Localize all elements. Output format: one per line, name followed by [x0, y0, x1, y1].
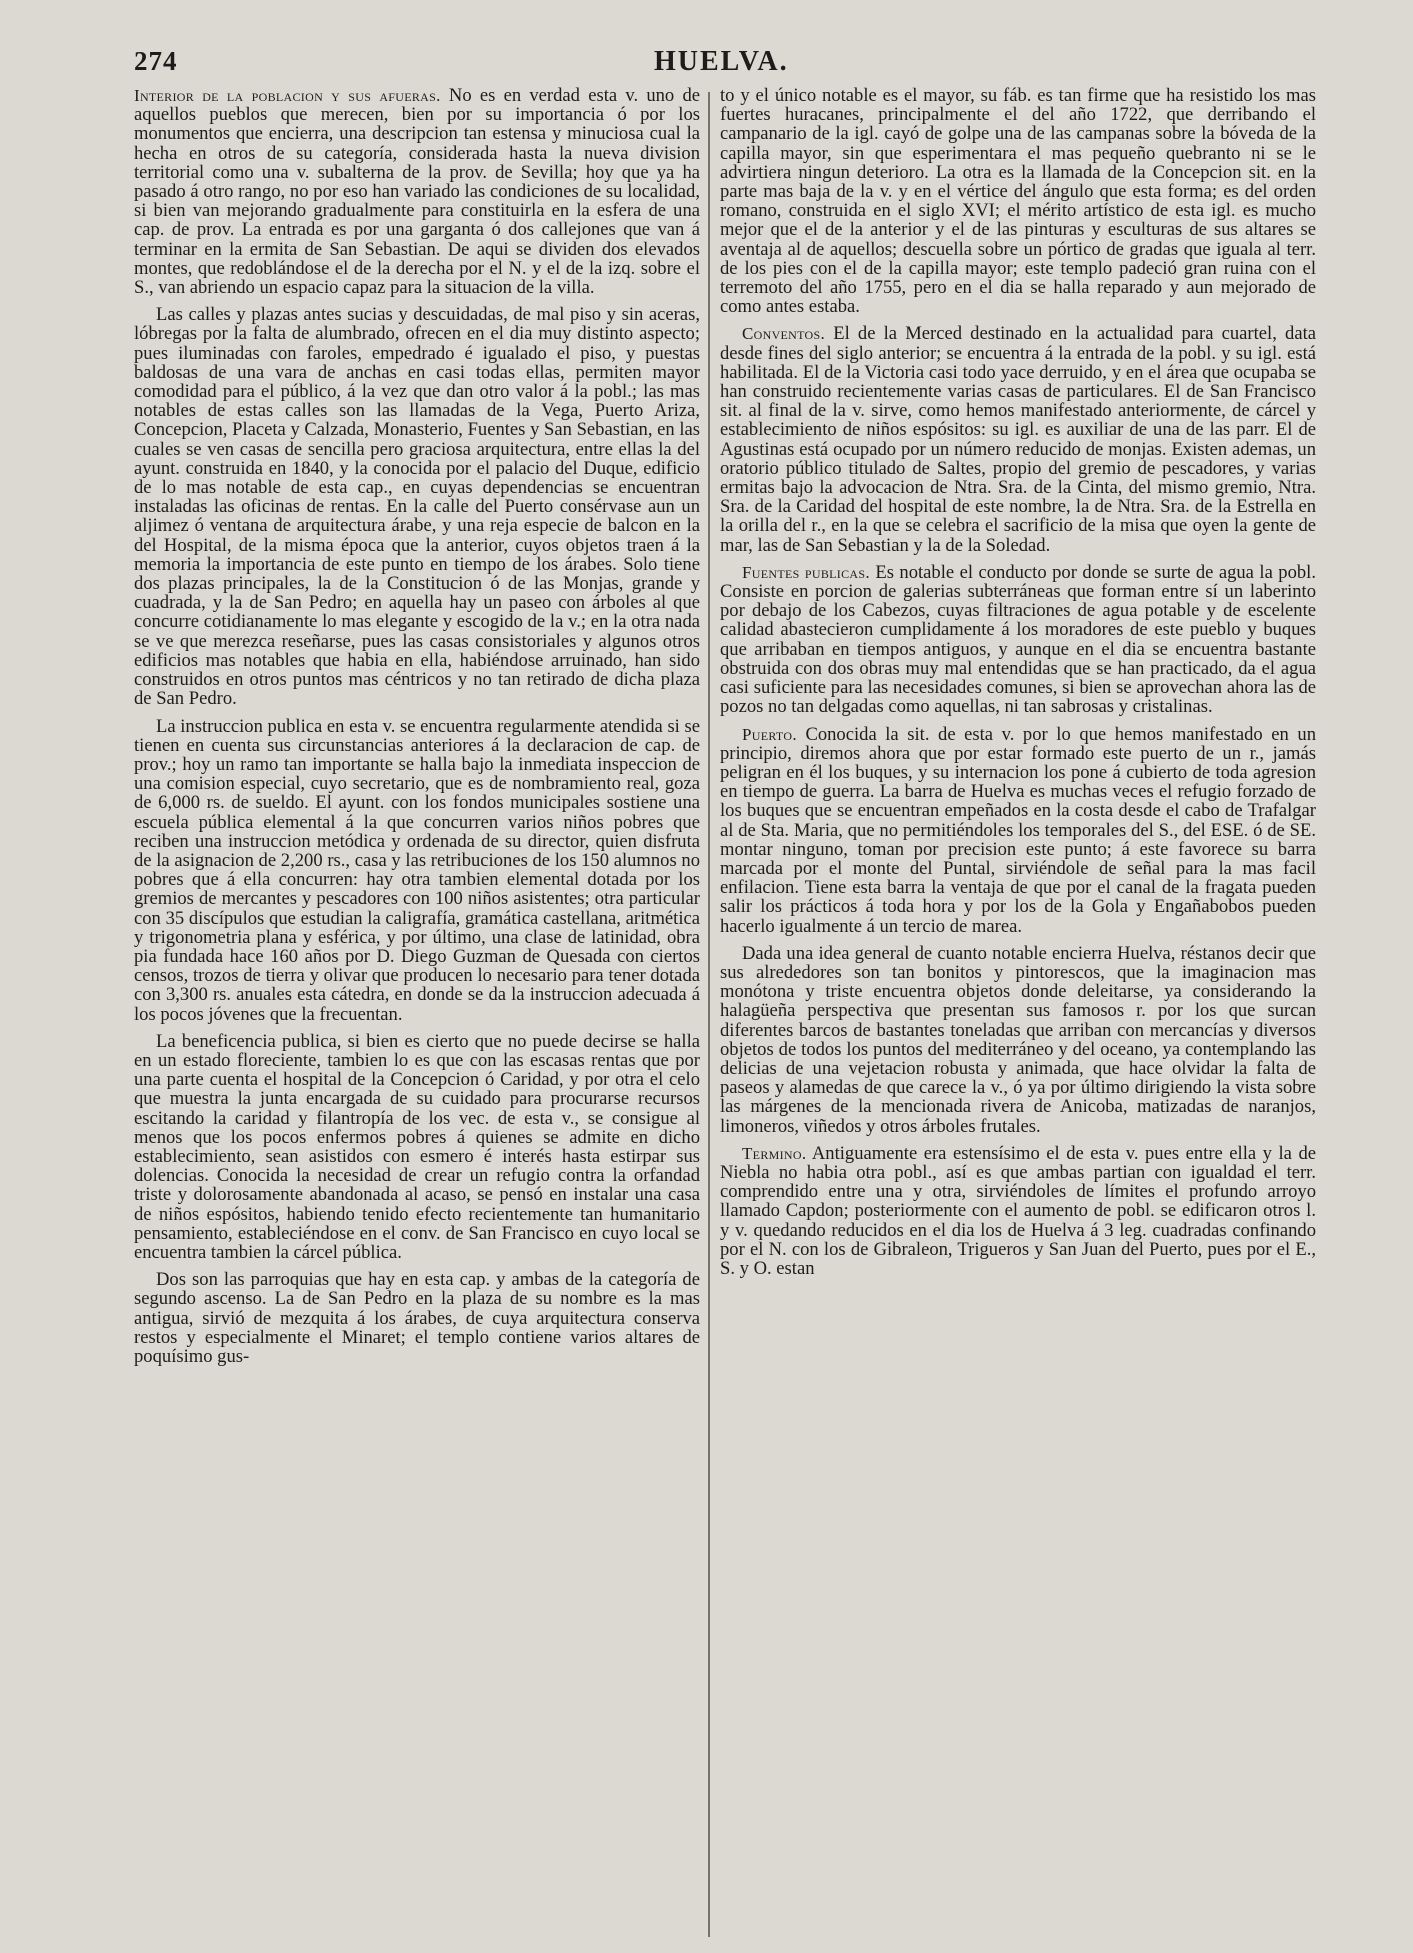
section-heading: Fuentes publicas.	[742, 562, 870, 582]
paragraph-text: Las calles y plazas antes sucias y descuidadas, de mal piso y sin aceras, lóbregas por la falta de alumbrado, ofrecen en el dia muy distinto aspecto; pues iluminadas con faroles, empedrado é igualado el piso, y puestas baldosas de una vara de anchas en casi todas ellas, permiten mayor comodidad para el público, á la vez que dan otro valor á la pobl.; las mas notables de estas calles son las llamadas de la Vega, Puerto Ariza, Concepcion, Placeta y Calzada, Monasterio, Fuentes y San Sebastian, en las cuales se ven casas de sencilla pero graciosa arquitectura, entre ellas la del ayunt. construida en 1840, y la conocida por el palacio del Duque, edificio de lo mas notable de esta cap., en cuyas dependencias se encuentran instaladas las oficinas de rentas. En la calle del Puerto consérvase aun un aljimez ó ventana de arquitectura árabe, y una reja especie de balcon en la del Hospital, de la misma época que la anterior, cuyos objetos traen á la memoria la importancia de este punto en tiempo de los árabes. Solo tiene dos plazas principales, la de la Constitucion ó de las Monjas, grande y cuadrada, y la de San Pedro; en aquella hay un paseo con árboles al que concurre cotidianamente lo mas elegante y escogido de la v.; en la otra nada se ve que merezca reseñarse, pues las casas consistoriales y algunos otros edificios mas notables que habia en ella, habiéndose arruinado, han sido construidos en otros puntos mas céntricos y no tan retirado de dicha plaza de San Pedro.	[134, 304, 700, 710]
paragraph	[720, 725, 1316, 936]
paragraph-text: Dos son las parroquias que hay en esta cap. y ambas de la categoría de segundo ascenso. La de San Pedro en la plaza de su nombre es la mas antigua, sirvió de mezquita á los árabes, de cuya arquitectura conserva restos y especialmente el Minaret; el templo contiene varios altares de poquísimo gus-	[134, 1269, 700, 1367]
page-number: 274	[134, 46, 178, 76]
paragraph-text: La beneficencia publica, si bien es cierto que no puede decirse se halla en un estado floreciente, tambien lo es que con las escasas rentas que por una parte cuenta el hospital de la Concepcion ó Caridad, y por otra el celo que muestra la junta encargada de su cuidado para procurarse recursos escitando la caridad y filantropía de los vec. de esta v., se consigue al menos que los pocos enfermos pobres á quienes se admite en dicho establecimiento, sean asistidos con esmero é interés hasta estirpar sus dolencias. Conocida la necesidad de crear un refugio contra la orfandad triste y dolorosamente abandonada al acaso, se pensó en instalar una casa de niños espósitos, habiendo tenido efecto recientemente tan humanitario pensamiento, estableciéndose en el conv. de San Francisco en cuyo local se encuentra tambien la cárcel pública.	[134, 1030, 700, 1263]
paragraph-text: Es notable el conducto por donde se surte de agua la pobl. Consiste en porcion de galerias subterráneas que forman entre sí un laberinto por debajo de los Cabezos, cuyas filtraciones de agua potable y de escelente calidad abastecieron cumplidamente á los moradores de este pueblo y buques que arribaban en tiempos antiguos, y aunque en el dia se encuentra bastante obstruida con dos obras muy mal entendidas que se han practicado, da el agua casi suficiente para las necesidades comunes, si bien se aprovechan ahora las de pozos no tan delgadas como aquellas, ni tan sabrosas y cristalinas.	[720, 561, 1316, 718]
paragraph	[720, 944, 1316, 1136]
paragraph	[134, 717, 700, 1024]
paragraph	[720, 86, 1316, 316]
paragraph-text: Conocida la sit. de esta v. por lo que hemos manifestado en un principio, diremos ahora que por estar formado este puerto de un r., jamás peligran en él los buques, y su internacion los pone á cubierto de toda agresion en tiempo de guerra. La barra de Huelva es muchas veces el refugio forzado de los buques que se encuentran empeñados en la costa desde el cabo de Trafalgar al de Sta. Maria, que no permitiéndoles los temporales del S., del ESE. ó de SE. montar ninguno, toman por precision este punto; á este favorece su barra marcada por el monte del Puntal, sirviéndole de señal para la mas facil enfilacion. Tiene esta barra la ventaja de que por el canal de la fragata pueden salir los prácticos á toda hora y por los de la Gola y Engañabobos pueden hacerlo igualmente á un tercio de marea.	[720, 723, 1316, 937]
paragraph	[134, 305, 700, 708]
section-heading: Interior de la poblacion y sus afueras.	[134, 86, 441, 105]
paragraph	[720, 1144, 1316, 1278]
paragraph-text: to y el único notable es el mayor, su fáb. es tan firme que ha resistido los mas fuertes huracanes, principalmente el del año 1722, que derribando el campanario de la igl. cayó de golpe una de las campanas sobre la bóveda de la capilla mayor, sin que esperimentara el mas pequeño quebranto ni se le advirtiera ningun deterioro. La otra es la llamada de la Concepcion sit. en la parte mas baja de la v. y en el vértice del ángulo que esta forma; es del orden romano, construida en el siglo XVI; el mérito artístico de esta igl. es mucho mejor que el de la anterior y el de las pinturas y esculturas de sus altares se aventaja al de aquellos; descuella sobre un pórtico de gradas que iguala al terr. de los pies con el de la capilla mayor; este templo padeció gran ruina con el terremoto del año 1755, pero en el dia se halla reparado y aun mejorado de como antes estaba.	[720, 85, 1316, 318]
running-title: HUELVA.	[654, 46, 789, 77]
left-column	[134, 86, 700, 1374]
column-divider	[708, 92, 710, 1937]
paragraph-text: El de la Merced destinado en la actualidad para cuartel, data desde fines del siglo anterior; se encuentra á la entrada de la pobl. y su igl. está habilitada. El de la Victoria casi todo yace derruido, y en el área que ocupaba se han construido recientemente varias casas de particulares. El de San Francisco sit. al final de la v. sirve, como hemos manifestado anteriormente, de cárcel y establecimiento de niños espósitos: su igl. es auxiliar de una de las parr. El de Agustinas está ocupado por un número reducido de monjas. Existen ademas, un oratorio público titulado de Saltes, propio del gremio de pescadores, y varias ermitas bajo la advocacion de Ntra. Sra. de la Cinta, del mismo gremio, Ntra. Sra. de la Caridad del hospital de este nombre, la de Ntra. Sra. de la Estrella en la orilla del r., en la que se celebra el sacrificio de la misa que oyen la gente de mar, las de San Sebastian y la de la Soledad.	[720, 323, 1316, 556]
section-heading: Termino.	[742, 1143, 807, 1163]
paragraph	[720, 563, 1316, 717]
paragraph-text: Antiguamente era estensísimo el de esta v. pues entre ella y la de Niebla no habia otra pobl., así es que ambas partian con igualdad el terr. comprendido entre una y otra, sirviéndoles de límites el profundo arroyo llamado Capdon; posteriormente con el aumento de pobl. se edificaron otros l. y v. quedando reducidos en el dia los de Huelva á 3 leg. cuadradas confinando por el N. con los de Gibraleon, Trigueros y San Juan del Puerto, pues por el E., S. y O. estan	[720, 1142, 1316, 1279]
paragraph	[720, 324, 1316, 554]
paragraph-text: No es en verdad esta v. uno de aquellos pueblos que merecen, bien por su importancia ó por los monumentos que encierra, una descripcion tan estensa y minuciosa cual la hecha en otros de su categoría, considerada hasta la nueva division territorial como una v. subalterna de la prov. de Sevilla; hoy que ya ha pasado á otro rango, no por eso han variado las condiciones de su localidad, si bien van mejorando gradualmente para constituirla en la esfera de una cap. de prov. La entrada es por una garganta ó dos callejones que van á terminar en la ermita de San Sebastian. De aqui se dividen dos elevados montes, que redoblándose el de la derecha por el N. y el de la izq. sobre el S., van abriendo un espacio capaz para la situacion de la villa.	[134, 85, 701, 299]
right-column	[720, 86, 1316, 1286]
paragraph	[134, 1270, 700, 1366]
paragraph-text: Dada una idea general de cuanto notable encierra Huelva, réstanos decir que sus alrededores son tan bonitos y pintorescos, que la imaginacion mas monótona y triste encuentra objetos donde deleitarse, ya considerando la halagüeña perspectiva que presentan sus famosos r. por los que surcan diferentes barcos de bastantes toneladas que arriban con mercancías y diversos objetos de todos los puntos del mediterráneo y del oceano, ya contemplando las delicias de una vejetacion robusta y animada, que hace olvidar la falta de paseos y alamedas de que carece la v., ó ya por último dirigiendo la vista sobre las márgenes de la mencionada rivera de Anicoba, matizadas de naranjos, limoneros, viñedos y otros árboles frutales.	[720, 942, 1316, 1137]
section-heading: Conventos.	[742, 324, 826, 344]
page-header	[134, 46, 1305, 86]
section-heading: Puerto.	[742, 724, 797, 744]
paragraph	[134, 86, 700, 297]
paragraph-text: La instruccion publica en esta v. se encuentra regularmente atendida si se tienen en cuenta sus circunstancias anteriores á la declaracion de cap. de prov.; hoy un ramo tan importante se halla bajo la inmediata inspeccion de una comision especial, cuyo secretario, que es de nombramiento real, goza de 6,000 rs. de sueldo. El ayunt. con los fondos municipales sostiene una escuela pública elemental á la que concurren varios niños pobres que reciben una instruccion metódica y ordenada de su director, quien disfruta de la asignacion de 2,200 rs., casa y las retribuciones de los 150 alumnos no pobres que á ella concurren: hay otra tambien elemental dotada por los gremios de mercantes y pescadores con 100 niños asistentes; otra particular con 35 discípulos que estudian la caligrafía, gramática castellana, aritmética y trigonometria plana y esférica, y por último, una clase de latinidad, obra pia fundada hace 160 años por D. Diego Guzman de Quesada con ciertos censos, trozos de tierra y olivar que producen lo necesario para tener dotada con 3,300 rs. anuales esta cátedra, en donde se da la instruccion adecuada á los pocos jóvenes que la frecuentan.	[134, 715, 700, 1025]
paragraph	[134, 1032, 700, 1262]
